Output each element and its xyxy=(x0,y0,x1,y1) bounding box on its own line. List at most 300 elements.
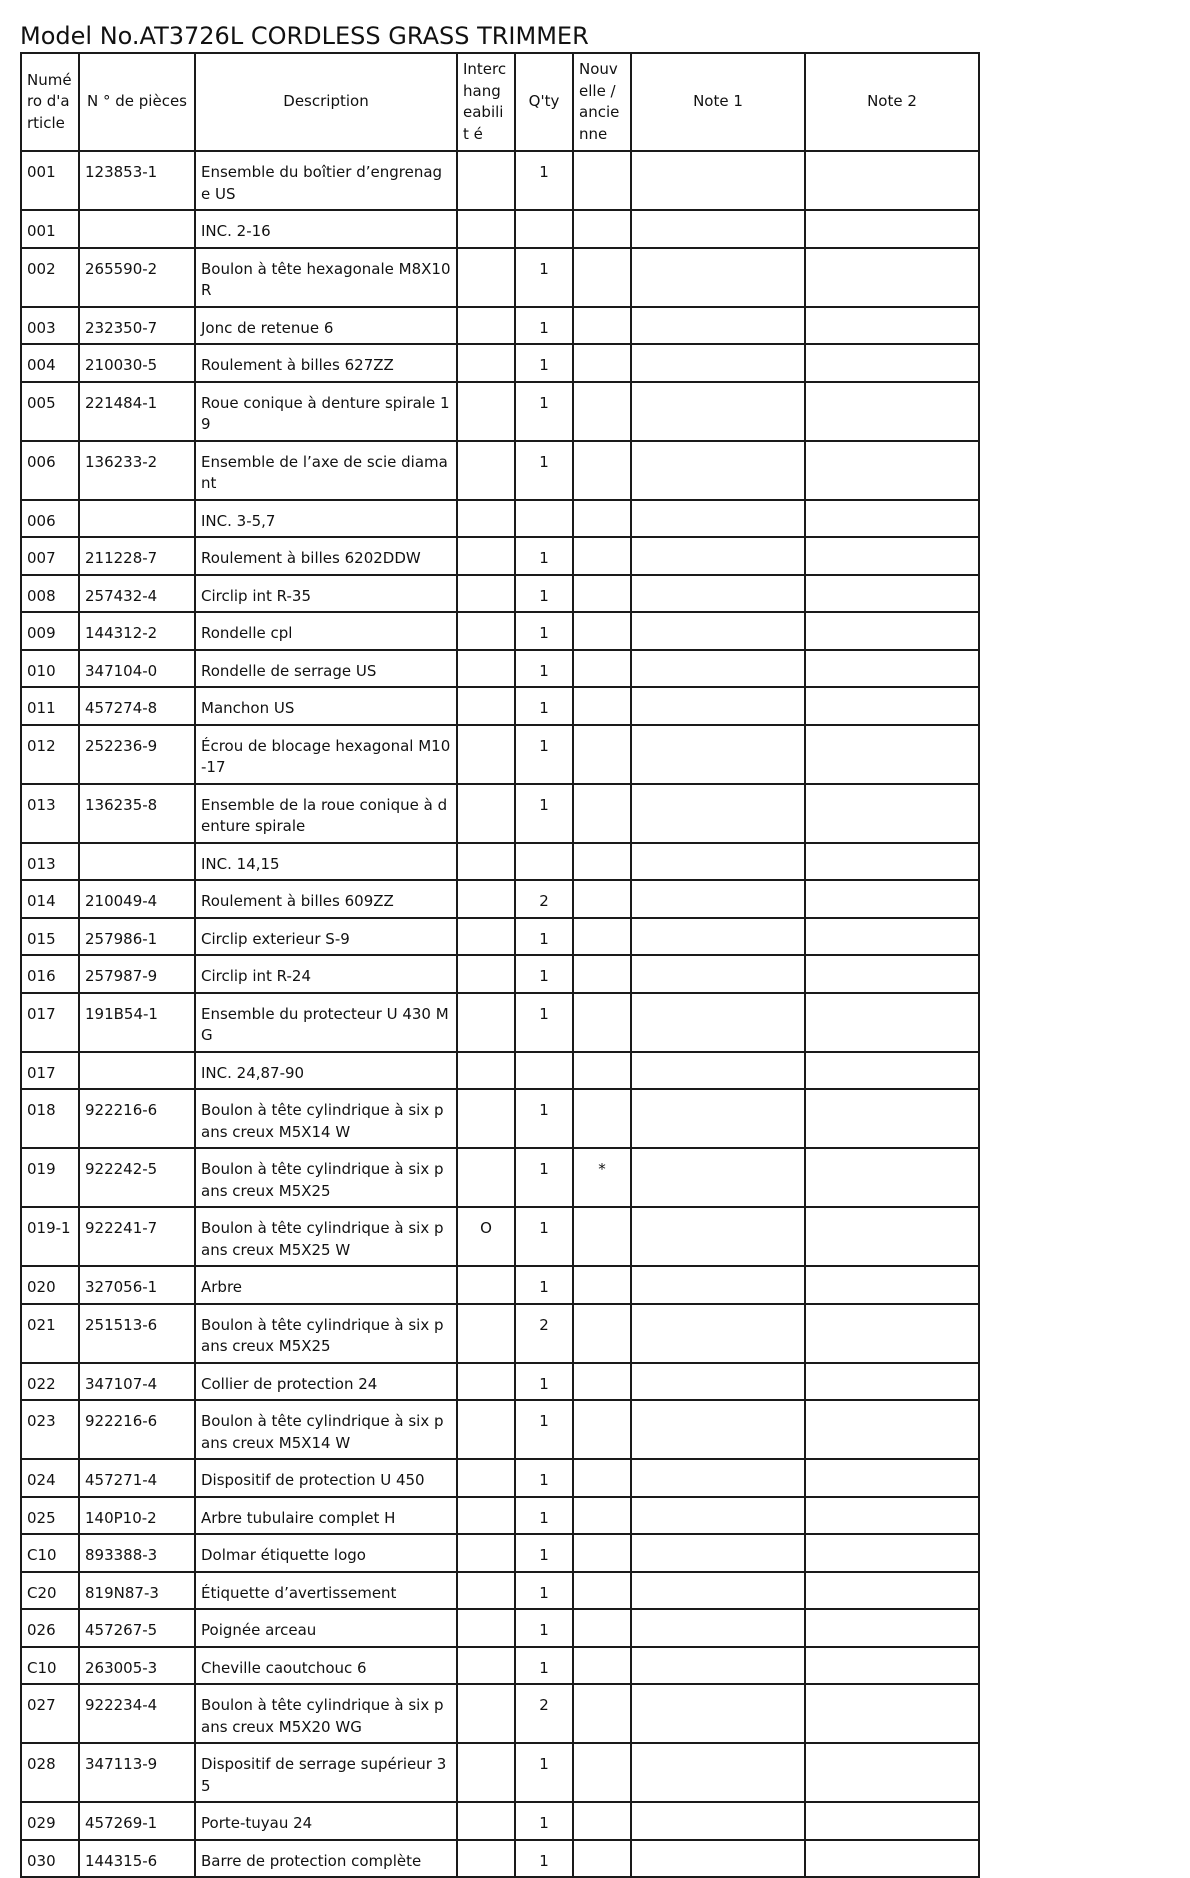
cell-description: INC. 14,15 xyxy=(195,843,457,881)
cell-part-number xyxy=(79,500,195,538)
cell-quantity: 1 xyxy=(515,1497,573,1535)
cell-interchangeability xyxy=(457,1572,515,1610)
table-row xyxy=(21,1089,979,1148)
cell-item-number: 010 xyxy=(21,650,79,688)
cell-part-number: 347113-9 xyxy=(79,1743,195,1802)
cell-new-old xyxy=(573,725,631,784)
cell-part-number: 347107-4 xyxy=(79,1363,195,1401)
cell-part-number: 257987-9 xyxy=(79,955,195,993)
table-row xyxy=(21,612,979,650)
table-row xyxy=(21,993,979,1052)
cell-note-1 xyxy=(631,687,805,725)
table-body xyxy=(21,151,979,1877)
cell-quantity: 1 xyxy=(515,725,573,784)
cell-quantity: 1 xyxy=(515,650,573,688)
cell-new-old xyxy=(573,993,631,1052)
table-row xyxy=(21,441,979,500)
cell-note-1 xyxy=(631,1400,805,1459)
cell-new-old xyxy=(573,784,631,843)
cell-note-1 xyxy=(631,784,805,843)
cell-note-2 xyxy=(805,1052,979,1090)
table-row xyxy=(21,537,979,575)
cell-description: Collier de protection 24 xyxy=(195,1363,457,1401)
cell-item-number: 029 xyxy=(21,1802,79,1840)
cell-description: Roulement à billes 627ZZ xyxy=(195,344,457,382)
cell-new-old xyxy=(573,1743,631,1802)
cell-new-old xyxy=(573,307,631,345)
cell-note-2 xyxy=(805,687,979,725)
cell-new-old xyxy=(573,880,631,918)
cell-quantity: 1 xyxy=(515,955,573,993)
cell-note-1 xyxy=(631,344,805,382)
table-row xyxy=(21,650,979,688)
cell-new-old xyxy=(573,1363,631,1401)
cell-interchangeability xyxy=(457,210,515,248)
cell-interchangeability xyxy=(457,1363,515,1401)
cell-interchangeability xyxy=(457,1647,515,1685)
table-row xyxy=(21,1363,979,1401)
cell-description: Roue conique à denture spirale 19 xyxy=(195,382,457,441)
table-row xyxy=(21,784,979,843)
cell-item-number: 019-1 xyxy=(21,1207,79,1266)
cell-new-old xyxy=(573,1266,631,1304)
table-row xyxy=(21,725,979,784)
cell-quantity: 1 xyxy=(515,537,573,575)
cell-interchangeability xyxy=(457,1802,515,1840)
cell-part-number: 136233-2 xyxy=(79,441,195,500)
cell-part-number: 457274-8 xyxy=(79,687,195,725)
cell-interchangeability xyxy=(457,1497,515,1535)
cell-part-number: 922234-4 xyxy=(79,1684,195,1743)
cell-new-old xyxy=(573,1089,631,1148)
cell-description: Circlip int R-35 xyxy=(195,575,457,613)
cell-quantity: 1 xyxy=(515,1802,573,1840)
cell-description: Rondelle cpl xyxy=(195,612,457,650)
cell-item-number: 002 xyxy=(21,248,79,307)
cell-note-2 xyxy=(805,1363,979,1401)
table-row xyxy=(21,843,979,881)
cell-item-number: 030 xyxy=(21,1840,79,1878)
cell-description: Boulon à tête cylindrique à six pans creux M5X14 W xyxy=(195,1089,457,1148)
cell-note-2 xyxy=(805,441,979,500)
table-row xyxy=(21,1497,979,1535)
cell-part-number: 819N87-3 xyxy=(79,1572,195,1610)
cell-note-2 xyxy=(805,537,979,575)
cell-quantity: 2 xyxy=(515,880,573,918)
cell-new-old xyxy=(573,1572,631,1610)
cell-note-1 xyxy=(631,500,805,538)
cell-new-old xyxy=(573,1684,631,1743)
cell-part-number: 211228-7 xyxy=(79,537,195,575)
header-note-1: Note 1 xyxy=(631,53,805,151)
cell-note-2 xyxy=(805,1148,979,1207)
cell-new-old xyxy=(573,151,631,210)
cell-note-1 xyxy=(631,537,805,575)
table-row xyxy=(21,151,979,210)
cell-part-number: 457269-1 xyxy=(79,1802,195,1840)
cell-note-1 xyxy=(631,210,805,248)
cell-interchangeability xyxy=(457,612,515,650)
cell-note-1 xyxy=(631,1609,805,1647)
cell-part-number: 221484-1 xyxy=(79,382,195,441)
cell-description: Circlip exterieur S-9 xyxy=(195,918,457,956)
cell-quantity: 1 xyxy=(515,1534,573,1572)
cell-quantity: 1 xyxy=(515,1840,573,1878)
header-new-old: Nouv elle / ancie nne xyxy=(573,53,631,151)
cell-item-number: C10 xyxy=(21,1647,79,1685)
cell-item-number: 017 xyxy=(21,993,79,1052)
cell-quantity: 1 xyxy=(515,1363,573,1401)
cell-new-old xyxy=(573,1304,631,1363)
cell-note-2 xyxy=(805,344,979,382)
cell-interchangeability xyxy=(457,1840,515,1878)
cell-note-1 xyxy=(631,612,805,650)
cell-item-number: 028 xyxy=(21,1743,79,1802)
cell-interchangeability xyxy=(457,344,515,382)
cell-part-number: 210049-4 xyxy=(79,880,195,918)
cell-part-number: 191B54-1 xyxy=(79,993,195,1052)
cell-item-number: 018 xyxy=(21,1089,79,1148)
cell-item-number: 001 xyxy=(21,151,79,210)
cell-quantity xyxy=(515,843,573,881)
cell-interchangeability xyxy=(457,725,515,784)
cell-part-number: 265590-2 xyxy=(79,248,195,307)
cell-interchangeability xyxy=(457,1684,515,1743)
cell-note-2 xyxy=(805,612,979,650)
cell-part-number: 347104-0 xyxy=(79,650,195,688)
cell-new-old xyxy=(573,1400,631,1459)
cell-note-1 xyxy=(631,725,805,784)
cell-part-number: 922241-7 xyxy=(79,1207,195,1266)
cell-description: INC. 24,87-90 xyxy=(195,1052,457,1090)
cell-new-old xyxy=(573,537,631,575)
cell-quantity: 1 xyxy=(515,1572,573,1610)
cell-part-number: 144315-6 xyxy=(79,1840,195,1878)
cell-interchangeability xyxy=(457,575,515,613)
cell-part-number: 922216-6 xyxy=(79,1400,195,1459)
cell-quantity: 1 xyxy=(515,344,573,382)
cell-item-number: 015 xyxy=(21,918,79,956)
cell-note-2 xyxy=(805,575,979,613)
cell-part-number: 922242-5 xyxy=(79,1148,195,1207)
cell-quantity: 1 xyxy=(515,1207,573,1266)
table-row xyxy=(21,344,979,382)
cell-item-number: 019 xyxy=(21,1148,79,1207)
cell-note-1 xyxy=(631,1743,805,1802)
cell-part-number: 252236-9 xyxy=(79,725,195,784)
cell-part-number: 123853-1 xyxy=(79,151,195,210)
cell-item-number: 009 xyxy=(21,612,79,650)
cell-quantity xyxy=(515,210,573,248)
cell-note-1 xyxy=(631,843,805,881)
cell-description: Roulement à billes 6202DDW xyxy=(195,537,457,575)
cell-interchangeability xyxy=(457,1052,515,1090)
table-row xyxy=(21,1400,979,1459)
cell-note-2 xyxy=(805,1572,979,1610)
cell-note-1 xyxy=(631,248,805,307)
cell-part-number: 136235-8 xyxy=(79,784,195,843)
cell-description: Dolmar étiquette logo xyxy=(195,1534,457,1572)
cell-quantity: 1 xyxy=(515,1400,573,1459)
cell-description: Écrou de blocage hexagonal M10-17 xyxy=(195,725,457,784)
cell-part-number xyxy=(79,843,195,881)
cell-note-1 xyxy=(631,441,805,500)
cell-item-number: 013 xyxy=(21,784,79,843)
cell-description: Ensemble de la roue conique à denture spirale xyxy=(195,784,457,843)
cell-note-2 xyxy=(805,725,979,784)
cell-quantity: 1 xyxy=(515,151,573,210)
table-row xyxy=(21,1572,979,1610)
table-row xyxy=(21,1840,979,1878)
cell-note-2 xyxy=(805,1802,979,1840)
cell-quantity: 1 xyxy=(515,1266,573,1304)
cell-interchangeability xyxy=(457,151,515,210)
cell-interchangeability xyxy=(457,650,515,688)
cell-interchangeability xyxy=(457,537,515,575)
cell-quantity: 2 xyxy=(515,1304,573,1363)
cell-part-number: 210030-5 xyxy=(79,344,195,382)
cell-quantity xyxy=(515,1052,573,1090)
cell-interchangeability xyxy=(457,1089,515,1148)
cell-note-2 xyxy=(805,1840,979,1878)
cell-item-number: 008 xyxy=(21,575,79,613)
cell-item-number: 004 xyxy=(21,344,79,382)
cell-description: Boulon à tête cylindrique à six pans creux M5X25 W xyxy=(195,1207,457,1266)
cell-item-number: 012 xyxy=(21,725,79,784)
cell-interchangeability xyxy=(457,1459,515,1497)
cell-interchangeability xyxy=(457,1609,515,1647)
cell-quantity: 1 xyxy=(515,612,573,650)
cell-part-number xyxy=(79,210,195,248)
cell-description: Dispositif de serrage supérieur 35 xyxy=(195,1743,457,1802)
cell-interchangeability xyxy=(457,382,515,441)
cell-note-2 xyxy=(805,1684,979,1743)
cell-part-number: 257432-4 xyxy=(79,575,195,613)
cell-note-1 xyxy=(631,955,805,993)
cell-interchangeability xyxy=(457,918,515,956)
cell-note-1 xyxy=(631,1840,805,1878)
cell-note-2 xyxy=(805,307,979,345)
cell-part-number: 263005-3 xyxy=(79,1647,195,1685)
cell-note-2 xyxy=(805,1266,979,1304)
cell-description: Circlip int R-24 xyxy=(195,955,457,993)
table-row xyxy=(21,500,979,538)
cell-item-number: 014 xyxy=(21,880,79,918)
cell-quantity: 1 xyxy=(515,918,573,956)
cell-new-old xyxy=(573,1497,631,1535)
cell-description: Boulon à tête cylindrique à six pans creux M5X25 xyxy=(195,1304,457,1363)
cell-note-2 xyxy=(805,1089,979,1148)
cell-description: Ensemble de l’axe de scie diamant xyxy=(195,441,457,500)
cell-note-2 xyxy=(805,650,979,688)
table-row xyxy=(21,1609,979,1647)
table-row xyxy=(21,1266,979,1304)
cell-item-number: 011 xyxy=(21,687,79,725)
cell-new-old xyxy=(573,1207,631,1266)
cell-interchangeability xyxy=(457,993,515,1052)
cell-quantity: 1 xyxy=(515,1609,573,1647)
cell-item-number: 017 xyxy=(21,1052,79,1090)
cell-new-old: * xyxy=(573,1148,631,1207)
cell-part-number: 893388-3 xyxy=(79,1534,195,1572)
cell-part-number: 232350-7 xyxy=(79,307,195,345)
cell-interchangeability xyxy=(457,1266,515,1304)
cell-description: Roulement à billes 609ZZ xyxy=(195,880,457,918)
cell-note-1 xyxy=(631,1684,805,1743)
cell-new-old xyxy=(573,575,631,613)
cell-note-1 xyxy=(631,1363,805,1401)
cell-item-number: 013 xyxy=(21,843,79,881)
cell-item-number: C10 xyxy=(21,1534,79,1572)
table-row xyxy=(21,880,979,918)
cell-description: Jonc de retenue 6 xyxy=(195,307,457,345)
cell-description: Boulon à tête cylindrique à six pans creux M5X14 W xyxy=(195,1400,457,1459)
cell-note-2 xyxy=(805,500,979,538)
cell-quantity: 1 xyxy=(515,307,573,345)
cell-note-1 xyxy=(631,1052,805,1090)
header-quantity: Q'ty xyxy=(515,53,573,151)
cell-note-2 xyxy=(805,880,979,918)
table-row xyxy=(21,918,979,956)
cell-part-number: 140P10-2 xyxy=(79,1497,195,1535)
table-row xyxy=(21,1743,979,1802)
cell-part-number: 457267-5 xyxy=(79,1609,195,1647)
cell-note-2 xyxy=(805,993,979,1052)
table-row xyxy=(21,210,979,248)
table-row xyxy=(21,1534,979,1572)
cell-item-number: 006 xyxy=(21,500,79,538)
cell-interchangeability xyxy=(457,248,515,307)
cell-item-number: 022 xyxy=(21,1363,79,1401)
cell-description: INC. 2-16 xyxy=(195,210,457,248)
table-row xyxy=(21,307,979,345)
header-description: Description xyxy=(195,53,457,151)
cell-quantity: 1 xyxy=(515,441,573,500)
document-title: Model No.AT3726L CORDLESS GRASS TRIMMER xyxy=(20,22,589,50)
cell-note-1 xyxy=(631,1647,805,1685)
cell-item-number: 026 xyxy=(21,1609,79,1647)
cell-quantity: 1 xyxy=(515,1148,573,1207)
parts-table xyxy=(20,52,980,1878)
cell-note-1 xyxy=(631,1148,805,1207)
cell-note-2 xyxy=(805,1647,979,1685)
cell-description: INC. 3-5,7 xyxy=(195,500,457,538)
cell-new-old xyxy=(573,1802,631,1840)
cell-interchangeability xyxy=(457,307,515,345)
cell-part-number: 327056-1 xyxy=(79,1266,195,1304)
cell-note-2 xyxy=(805,382,979,441)
cell-note-1 xyxy=(631,575,805,613)
cell-part-number: 144312-2 xyxy=(79,612,195,650)
cell-note-1 xyxy=(631,151,805,210)
table-row xyxy=(21,1052,979,1090)
cell-item-number: 027 xyxy=(21,1684,79,1743)
cell-note-1 xyxy=(631,1497,805,1535)
cell-item-number: 025 xyxy=(21,1497,79,1535)
cell-new-old xyxy=(573,1609,631,1647)
cell-new-old xyxy=(573,1647,631,1685)
cell-new-old xyxy=(573,1459,631,1497)
cell-note-2 xyxy=(805,248,979,307)
cell-note-2 xyxy=(805,1609,979,1647)
cell-description: Manchon US xyxy=(195,687,457,725)
cell-description: Boulon à tête hexagonale M8X10 R xyxy=(195,248,457,307)
cell-note-1 xyxy=(631,880,805,918)
cell-quantity: 1 xyxy=(515,1647,573,1685)
cell-new-old xyxy=(573,210,631,248)
cell-new-old xyxy=(573,382,631,441)
cell-item-number: 007 xyxy=(21,537,79,575)
cell-note-1 xyxy=(631,307,805,345)
cell-note-1 xyxy=(631,1207,805,1266)
cell-quantity: 2 xyxy=(515,1684,573,1743)
cell-new-old xyxy=(573,248,631,307)
cell-item-number: 003 xyxy=(21,307,79,345)
cell-note-2 xyxy=(805,210,979,248)
cell-interchangeability xyxy=(457,1148,515,1207)
cell-part-number: 457271-4 xyxy=(79,1459,195,1497)
cell-part-number: 251513-6 xyxy=(79,1304,195,1363)
cell-part-number: 922216-6 xyxy=(79,1089,195,1148)
cell-note-1 xyxy=(631,993,805,1052)
cell-description: Étiquette d’avertissement xyxy=(195,1572,457,1610)
cell-quantity: 1 xyxy=(515,1743,573,1802)
cell-note-1 xyxy=(631,1304,805,1363)
cell-interchangeability xyxy=(457,441,515,500)
cell-note-2 xyxy=(805,918,979,956)
table-row xyxy=(21,248,979,307)
cell-description: Rondelle de serrage US xyxy=(195,650,457,688)
cell-note-1 xyxy=(631,1266,805,1304)
cell-note-2 xyxy=(805,784,979,843)
cell-note-1 xyxy=(631,918,805,956)
cell-note-2 xyxy=(805,1459,979,1497)
cell-item-number: 006 xyxy=(21,441,79,500)
cell-item-number: 001 xyxy=(21,210,79,248)
table-row xyxy=(21,1684,979,1743)
cell-interchangeability xyxy=(457,1400,515,1459)
cell-description: Arbre tubulaire complet H xyxy=(195,1497,457,1535)
cell-note-2 xyxy=(805,1743,979,1802)
cell-note-2 xyxy=(805,955,979,993)
table-row xyxy=(21,687,979,725)
cell-quantity: 1 xyxy=(515,687,573,725)
cell-item-number: C20 xyxy=(21,1572,79,1610)
cell-new-old xyxy=(573,1052,631,1090)
cell-new-old xyxy=(573,1534,631,1572)
cell-note-1 xyxy=(631,1089,805,1148)
cell-interchangeability xyxy=(457,1743,515,1802)
header-item-number: Numé ro d'a rticle xyxy=(21,53,79,151)
cell-item-number: 016 xyxy=(21,955,79,993)
header-interchangeability: Interc hang eabilit é xyxy=(457,53,515,151)
cell-item-number: 020 xyxy=(21,1266,79,1304)
cell-item-number: 021 xyxy=(21,1304,79,1363)
cell-new-old xyxy=(573,344,631,382)
table-row xyxy=(21,1207,979,1266)
cell-note-2 xyxy=(805,1400,979,1459)
cell-interchangeability xyxy=(457,880,515,918)
cell-quantity: 1 xyxy=(515,1459,573,1497)
header-note-2: Note 2 xyxy=(805,53,979,151)
cell-new-old xyxy=(573,843,631,881)
table-header-row xyxy=(21,53,979,151)
cell-new-old xyxy=(573,1840,631,1878)
cell-new-old xyxy=(573,955,631,993)
table-row xyxy=(21,1148,979,1207)
cell-interchangeability xyxy=(457,955,515,993)
cell-part-number xyxy=(79,1052,195,1090)
